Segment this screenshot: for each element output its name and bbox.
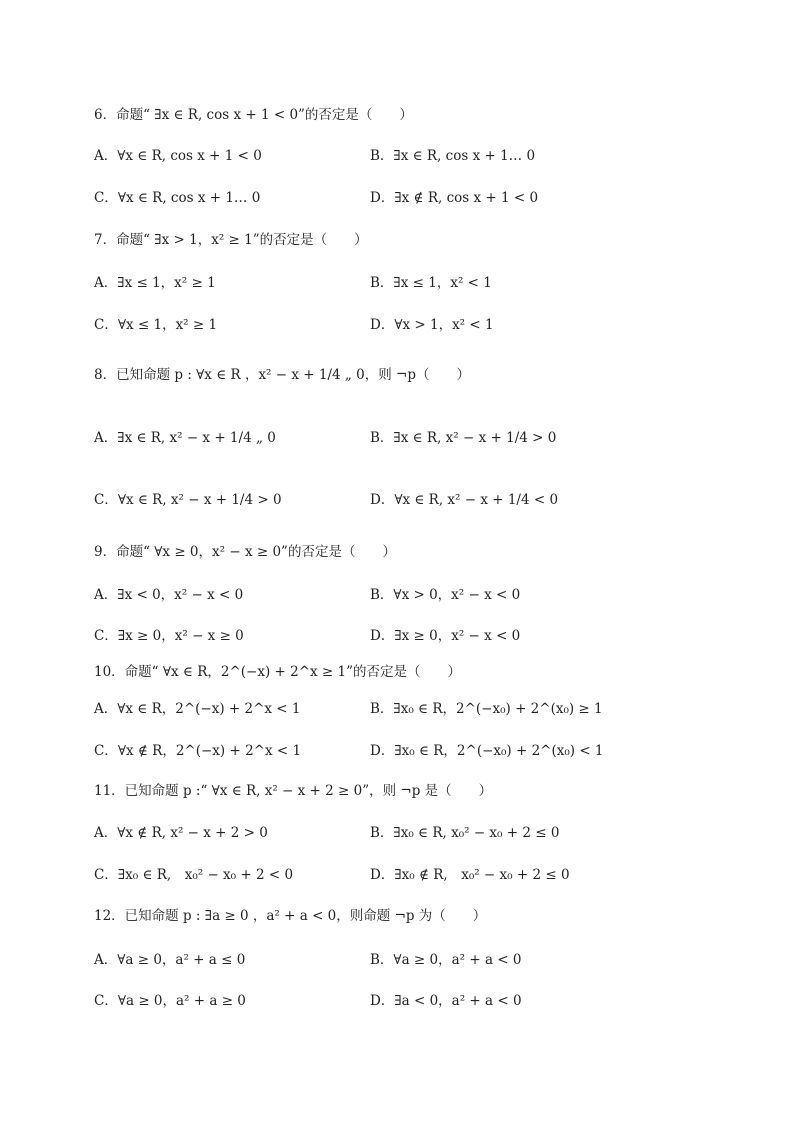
- question-7-option-b[interactable]: B．∃x ≤ 1，x² < 1: [370, 275, 492, 291]
- question-8-option-b[interactable]: B．∃x ∈ R, x² − x + 1/4 > 0: [370, 430, 557, 446]
- question-11-option-c[interactable]: C．∃x₀ ∈ R, x₀² − x₀ + 2 < 0: [94, 867, 294, 883]
- question-8-stem: 8．已知命题 p : ∀x ∈ R ，x² − x + 1/4 „ 0，则 ¬p（ ）: [94, 367, 471, 383]
- question-7-option-a[interactable]: A．∃x ≤ 1，x² ≥ 1: [94, 275, 216, 291]
- question-9-option-b[interactable]: B．∀x > 0，x² − x < 0: [370, 587, 521, 603]
- question-7-stem: 7．命题“ ∃x > 1，x² ≥ 1”的否定是（ ）: [94, 232, 368, 248]
- question-11-option-d[interactable]: D．∃x₀ ∉ R, x₀² − x₀ + 2 ≤ 0: [370, 867, 570, 883]
- question-11-stem: 11．已知命题 p :“ ∀x ∈ R, x² − x + 2 ≥ 0”，则 ¬p 是（ ）: [94, 783, 493, 799]
- question-9-option-d[interactable]: D．∃x ≥ 0，x² − x < 0: [370, 628, 521, 644]
- question-11-option-b[interactable]: B．∃x₀ ∈ R, x₀² − x₀ + 2 ≤ 0: [370, 825, 560, 841]
- question-6-option-b[interactable]: B．∃x ∈ R, cos x + 1… 0: [370, 148, 536, 164]
- question-7-option-d[interactable]: D．∀x > 1，x² < 1: [370, 317, 494, 333]
- question-7-option-c[interactable]: C．∀x ≤ 1，x² ≥ 1: [94, 317, 218, 333]
- question-12-option-d[interactable]: D．∃a < 0，a² + a < 0: [370, 993, 522, 1009]
- question-12-option-a[interactable]: A．∀a ≥ 0，a² + a ≤ 0: [94, 952, 246, 968]
- question-10-option-a[interactable]: A．∀x ∈ R，2^(−x) + 2^x < 1: [94, 701, 301, 717]
- question-6-option-a[interactable]: A．∀x ∈ R, cos x + 1 < 0: [94, 148, 262, 164]
- question-8-option-d[interactable]: D．∀x ∈ R, x² − x + 1/4 < 0: [370, 492, 559, 508]
- question-9-stem: 9．命题“ ∀x ≥ 0，x² − x ≥ 0”的否定是（ ）: [94, 544, 396, 560]
- question-10-option-d[interactable]: D．∃x₀ ∈ R，2^(−x₀) + 2^(x₀) < 1: [370, 743, 604, 759]
- question-10-option-b[interactable]: B．∃x₀ ∈ R，2^(−x₀) + 2^(x₀) ≥ 1: [370, 701, 603, 717]
- question-12-stem: 12．已知命题 p : ∃a ≥ 0 ，a² + a < 0，则命题 ¬p 为（ ）: [94, 908, 487, 924]
- question-9-option-c[interactable]: C．∃x ≥ 0，x² − x ≥ 0: [94, 628, 244, 644]
- question-11-option-a[interactable]: A．∀x ∉ R, x² − x + 2 > 0: [94, 825, 268, 841]
- question-6-option-c[interactable]: C．∀x ∈ R, cos x + 1… 0: [94, 190, 261, 206]
- question-6-stem: 6．命题“ ∃x ∈ R, cos x + 1 < 0”的否定是（ ）: [94, 107, 413, 123]
- question-8-option-c[interactable]: C．∀x ∈ R, x² − x + 1/4 > 0: [94, 492, 282, 508]
- question-12-option-b[interactable]: B．∀a ≥ 0，a² + a < 0: [370, 952, 522, 968]
- question-10-option-c[interactable]: C．∀x ∉ R，2^(−x) + 2^x < 1: [94, 743, 302, 759]
- question-10-stem: 10．命题“ ∀x ∈ R，2^(−x) + 2^x ≥ 1”的否定是（ ）: [94, 664, 462, 680]
- question-6-option-d[interactable]: D．∃x ∉ R, cos x + 1 < 0: [370, 190, 539, 206]
- question-8-option-a[interactable]: A．∃x ∈ R, x² − x + 1/4 „ 0: [94, 430, 276, 446]
- question-12-option-c[interactable]: C．∀a ≥ 0，a² + a ≥ 0: [94, 993, 246, 1009]
- question-9-option-a[interactable]: A．∃x < 0，x² − x < 0: [94, 587, 244, 603]
